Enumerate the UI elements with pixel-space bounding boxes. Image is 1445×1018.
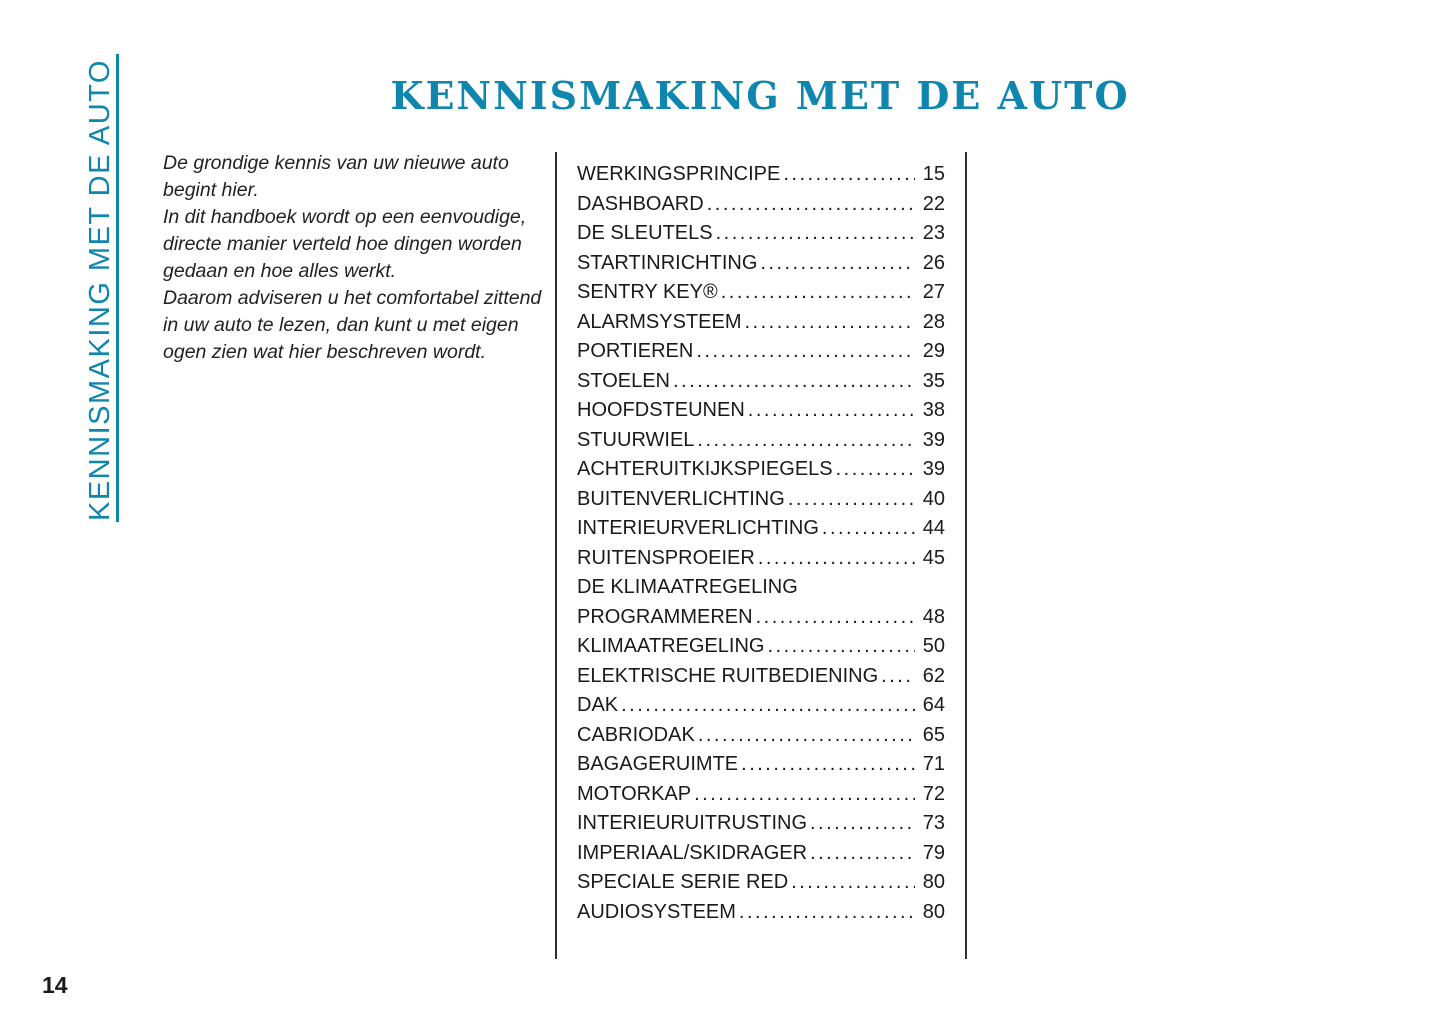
toc-dot-leader [744,308,915,338]
chapter-sidebar-label: KENNISMAKING MET DE AUTO [84,59,116,521]
toc-row [577,662,945,692]
toc-entry-label: SENTRY KEY® [577,281,718,303]
toc-row [577,632,945,662]
toc-dot-leader [697,426,915,456]
toc-row [577,603,945,633]
toc-dot-leader [707,190,915,220]
toc-entry-page: 71 [922,753,945,775]
toc-entry-page: 79 [922,841,945,864]
table-of-contents [555,152,967,959]
toc-dot-leader [791,868,915,898]
toc-entry-page: 39 [922,458,945,480]
toc-entry-label: STUURWIEL [577,428,695,451]
toc-row [577,190,945,220]
page-title: KENNISMAKING MET DE AUTO [390,73,1130,119]
toc-entry-page: 44 [922,517,945,539]
toc-entry-page: 65 [922,723,945,746]
intro-paragraph: De grondige kennis van uw nieuwe auto begint hier. [163,152,509,201]
toc-entry-page: 35 [922,369,945,392]
toc-row [577,868,945,898]
toc-entry-label: RUITENSPROEIER [577,546,755,569]
toc-entry-label: PORTIEREN [577,340,694,362]
toc-dot-leader [881,662,915,692]
toc-dot-leader [716,219,915,249]
toc-entry-page: 39 [922,428,945,451]
toc-dot-leader [741,750,915,780]
toc-entry-label: IMPERIAAL/SKIDRAGER [577,841,808,864]
toc-dot-leader [810,809,915,839]
toc-entry-page: 26 [922,251,945,274]
toc-entry-page: 40 [922,487,945,510]
toc-entry-label: STARTINRICHTING [577,251,758,274]
toc-entry-label: BUITENVERLICHTING [577,487,785,510]
toc-row [577,337,945,367]
toc-entry-label: HOOFDSTEUNEN [577,399,745,421]
toc-entry-label: KLIMAATREGELING [577,635,765,657]
toc-entry-label: MOTORKAP [577,782,692,805]
toc-row [577,367,945,397]
toc-row [577,308,945,338]
toc-entry-page: 22 [922,192,945,215]
toc-row [577,898,945,928]
toc-dot-leader [788,485,915,515]
toc-entry-label: ALARMSYSTEEM [577,310,742,333]
toc-entry-label: WERKINGSPRINCIPE [577,163,781,185]
toc-entry-page: 23 [922,222,945,244]
toc-dot-leader [748,396,915,426]
page-number: 14 [42,972,68,998]
toc-entry-label: CABRIODAK [577,723,695,746]
toc-entry-page: 80 [922,900,945,923]
toc-row [577,396,945,426]
toc-entry-label: DAK [577,694,619,716]
toc-entry-label: AUDIOSYSTEEM [577,900,736,923]
toc-dot-leader [836,455,915,485]
toc-entry-page: 15 [922,163,945,185]
toc-dot-leader [698,721,915,751]
toc-entry-page: 38 [922,399,945,421]
toc-row-wrapped-line [577,573,945,603]
toc-entry-page: 48 [922,605,945,628]
toc-entry-page: 45 [922,546,945,569]
toc-row [577,750,945,780]
toc-dot-leader [721,278,915,308]
toc-entry-label: SPECIALE SERIE RED [577,871,789,893]
toc-entry-page: 80 [922,871,945,893]
toc-entry-label: ELEKTRISCHE RUITBEDIENING [577,664,879,687]
toc-dot-leader [783,160,915,190]
toc-dot-leader [756,603,915,633]
toc-row [577,249,945,279]
toc-row [577,544,945,574]
toc-entry-label: PROGRAMMEREN [577,605,753,628]
toc-dot-leader [739,898,915,928]
toc-dot-leader [621,691,915,721]
toc-entry-label: ACHTERUITKIJKSPIEGELS [577,458,833,480]
sidebar-rule [116,54,119,522]
toc-row [577,839,945,869]
toc-row [577,160,945,190]
toc-entry-page: 29 [922,340,945,362]
toc-row [577,809,945,839]
toc-entry-page: 62 [922,664,945,687]
toc-entry-page: 50 [922,635,945,657]
toc-entry-page: 64 [922,694,945,716]
toc-row [577,691,945,721]
toc-dot-leader [810,839,915,869]
intro-paragraph: Daarom adviseren u het comfortabel zittend in uw auto te lezen, dan kunt u met eigen ogen zien wat hier beschreven wordt. [163,287,542,363]
intro-paragraph: In dit handboek wordt op een eenvoudige, directe manier verteld hoe dingen worden gedaan en hoe alles werkt. [163,206,527,282]
toc-entry-label: DASHBOARD [577,192,704,215]
toc-row [577,780,945,810]
toc-entry-page: 28 [922,310,945,333]
toc-dot-leader [760,249,915,279]
toc-row [577,514,945,544]
toc-row [577,455,945,485]
toc-dot-leader [822,514,915,544]
toc-entry-page: 72 [922,782,945,805]
toc-dot-leader [694,780,915,810]
toc-entry-label: INTERIEURVERLICHTING [577,517,819,539]
toc-row [577,721,945,751]
toc-dot-leader [758,544,915,574]
toc-dot-leader [673,367,915,397]
intro-text [163,150,543,366]
toc-entry-label: STOELEN [577,369,670,392]
toc-dot-leader [696,337,915,367]
toc-entry-label: INTERIEURUITRUSTING [577,812,807,834]
toc-row [577,219,945,249]
toc-entry-label: DE KLIMAATREGELING [577,576,798,598]
toc-entry-page: 73 [922,812,945,834]
toc-entry-label: DE SLEUTELS [577,222,713,244]
toc-entry-label: BAGAGERUIMTE [577,753,739,775]
toc-row [577,485,945,515]
toc-row [577,426,945,456]
toc-dot-leader [767,632,915,662]
toc-row [577,278,945,308]
toc-entry-page: 27 [922,281,945,303]
